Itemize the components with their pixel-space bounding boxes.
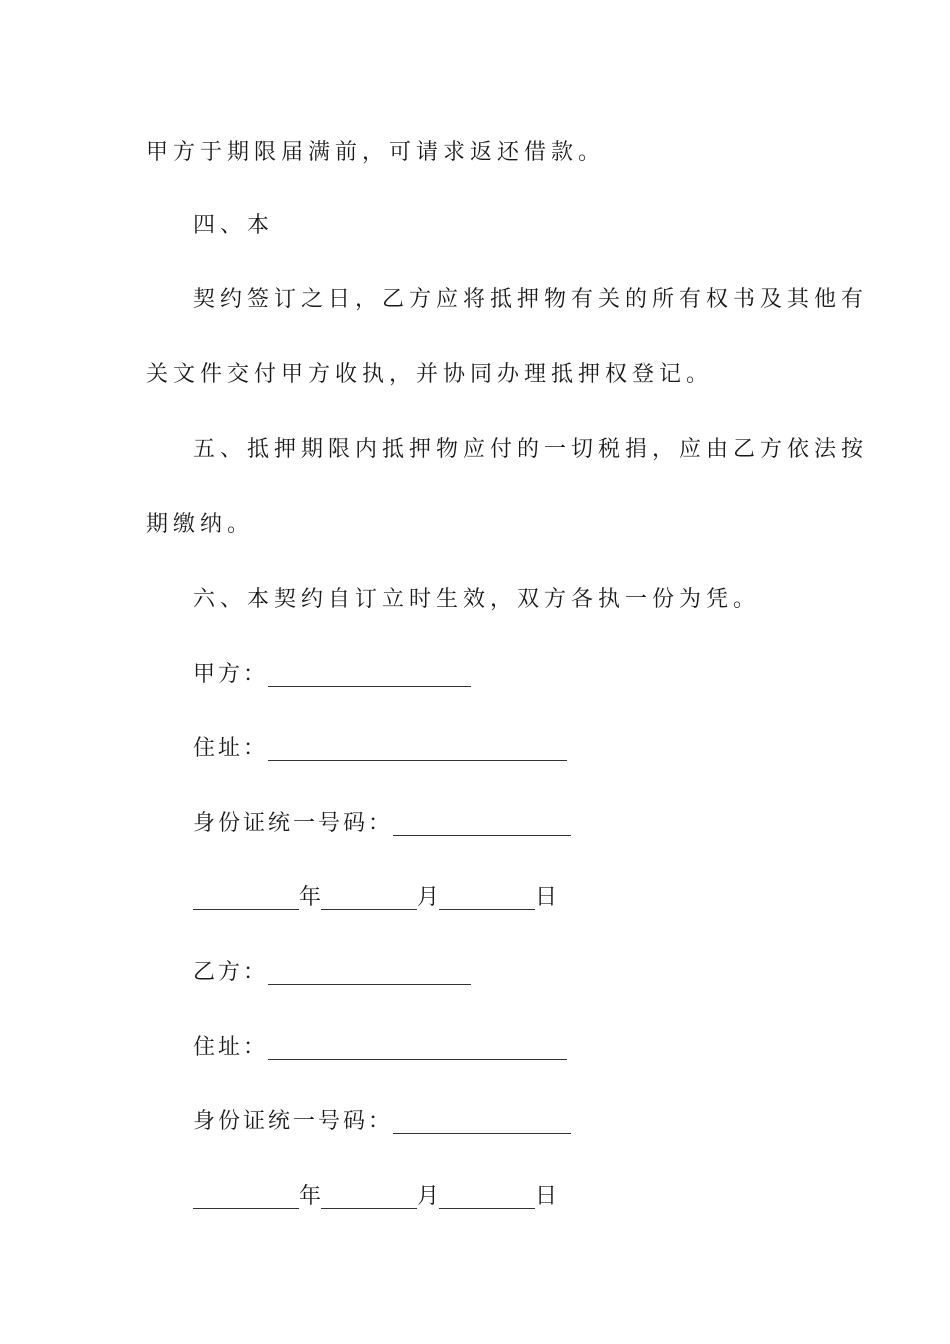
party-b-day-blank [439,1208,535,1209]
party-a-address-label: 住址： [193,736,269,761]
paragraph-line: 关文件交付甲方收执，并协同办理抵押权登记。 [146,362,714,387]
party-b-name-label: 乙方： [193,960,269,985]
party-b-year-blank [193,1208,299,1209]
party-a-name-blank [268,686,471,687]
party-b-id-blank [393,1133,571,1134]
paragraph-line: 契约签订之日，乙方应将抵押物有关的所有权书及其他有 [193,287,869,312]
party-b-month-blank [321,1208,417,1209]
party-a-id-row [193,804,571,844]
party-b-date-row [193,1177,557,1217]
party-a-year-label: 年 [299,885,322,910]
party-a-month-blank [321,909,417,910]
party-b-day-label: 日 [535,1184,558,1209]
paragraph-line: 四、本 [193,213,275,238]
party-b-year-label: 年 [299,1184,322,1209]
party-a-day-blank [439,909,535,910]
party-b-month-label: 月 [417,1184,440,1209]
party-b-name-blank [268,984,471,985]
party-b-id-row [193,1102,571,1142]
party-a-year-blank [193,909,299,910]
party-a-name-label: 甲方： [193,662,269,687]
party-b-id-label: 身份证统一号码： [193,1109,394,1134]
paragraph-line: 五、抵押期限内抵押物应付的一切税捐，应由乙方依法按 [193,437,869,462]
party-b-name-row [193,953,471,993]
party-b-address-blank [268,1059,567,1060]
party-a-id-blank [393,835,571,836]
paragraph-line: 期缴纳。 [146,512,255,537]
party-b-address-label: 住址： [193,1035,269,1060]
party-a-address-row [193,729,567,769]
party-a-day-label: 日 [535,885,558,910]
party-a-address-blank [268,760,567,761]
party-a-name-row [193,655,471,695]
party-a-id-label: 身份证统一号码： [193,811,394,836]
paragraph-line: 六、本契约自订立时生效，双方各执一份为凭。 [193,587,761,612]
party-b-address-row [193,1028,567,1068]
paragraph-line: 甲方于期限届满前，可请求返还借款。 [146,140,606,165]
party-a-date-row [193,878,557,918]
party-a-month-label: 月 [417,885,440,910]
